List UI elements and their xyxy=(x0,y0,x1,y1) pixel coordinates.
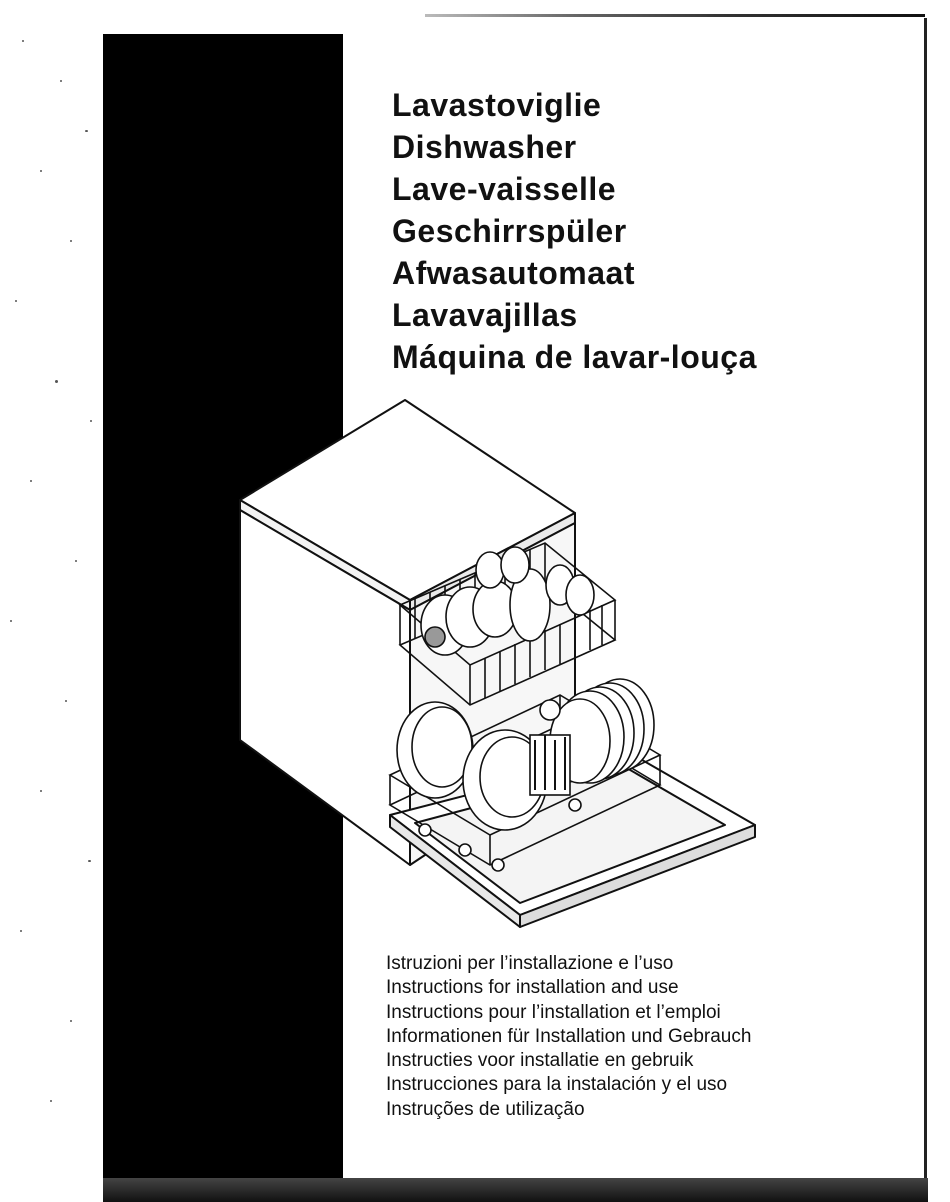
instructions-dutch: Instructies voor installatie en gebruik xyxy=(386,1050,694,1072)
title-dutch: Afwasautomaat xyxy=(392,255,635,291)
scan-top-edge xyxy=(425,14,925,17)
title-portuguese: Máquina de lavar-louça xyxy=(392,339,757,375)
scan-bottom-edge xyxy=(103,1178,928,1202)
title-spanish: Lavavajillas xyxy=(392,297,578,333)
instructions-spanish: Instrucciones para la instalación y el uso xyxy=(386,1074,728,1096)
instructions-list xyxy=(386,952,906,1122)
title-italian: Lavastoviglie xyxy=(392,87,602,123)
instructions-french: Instructions pour l’installation et l’emploi xyxy=(386,1001,721,1023)
scan-right-edge xyxy=(924,18,927,1188)
instructions-german: Informationen für Installation und Gebrauch xyxy=(386,1025,752,1047)
title-english: Dishwasher xyxy=(392,129,577,165)
instructions-italian: Istruzioni per l’installazione e l’uso xyxy=(386,953,674,974)
instructions-portuguese: Instruções de utilização xyxy=(386,1098,585,1120)
dishwasher-illustration xyxy=(230,395,760,935)
title-french: Lave-vaisselle xyxy=(392,171,617,207)
product-title-list xyxy=(392,84,912,378)
instructions-english: Instructions for installation and use xyxy=(386,977,679,999)
title-german: Geschirrspüler xyxy=(392,213,627,249)
